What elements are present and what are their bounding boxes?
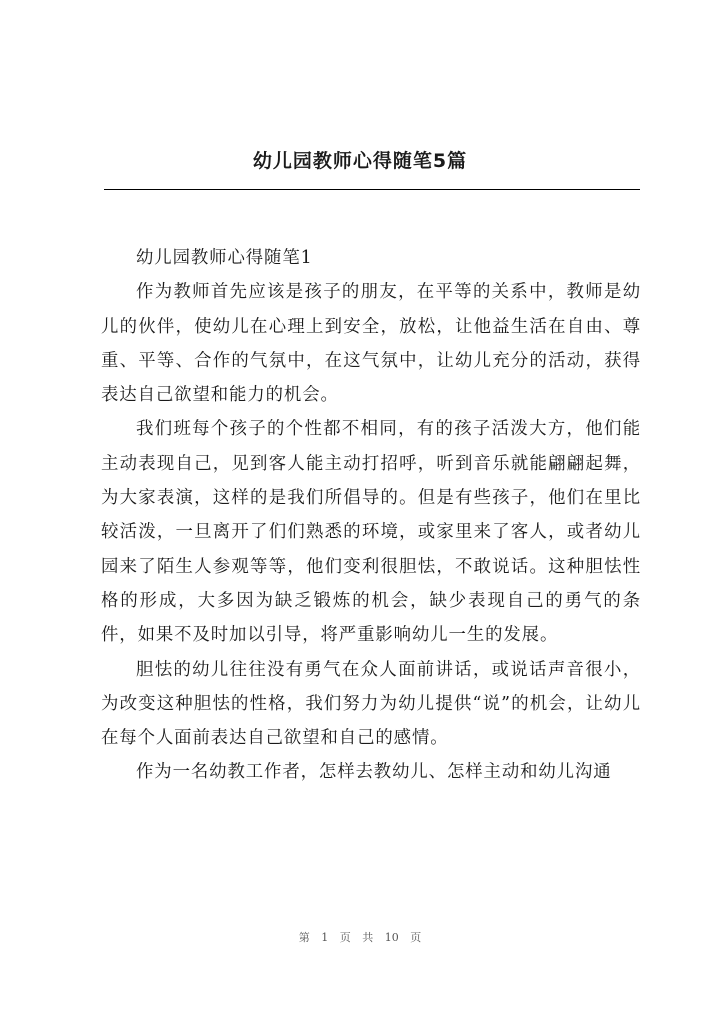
section-heading: 幼儿园教师心得随笔1 (136, 248, 313, 268)
page-number-footer: 第 1 页 共 10 页 (298, 931, 422, 944)
paragraph: 作为一名幼教工作者，怎样去教幼儿、怎样主动和幼儿沟通 (136, 762, 612, 783)
paragraph: 作为教师首先应该是孩子的朋友，在平等的关系中，教师是幼儿的伙伴，使幼儿在心理上到安全，放松，让他益生活在自由、尊重、平等、合作的气氛中，在这气氛中，让幼儿充分的活动，获得表达自己欲望和能力的机会。 (101, 282, 641, 406)
document-body (101, 241, 641, 790)
paragraph: 我们班每个孩子的个性都不相同，有的孩子活泼大方，他们能主动表现自己，见到客人能主动打招呼，听到音乐就能翩翩起舞，为大家表演，这样的是我们所倡导的。但是有些孩子，他们在里比较活泼，一旦离开了们们熟悉的环境，或家里来了客人，或者幼儿园来了陌生人参观等等，他们变利很胆怯，不敢说话。这种胆怯性格的形成，大多因为缺乏锻炼的机会，缺少表现自己的勇气的条件，如果不及时加以引导，将严重影响幼儿一生的发展。 (101, 419, 641, 646)
document-title: 幼儿园教师心得随笔5篇 (252, 150, 468, 172)
paragraph: 胆怯的幼儿往往没有勇气在众人面前讲话，或说话声音很小，为改变这种胆怯的性格，我们努力为幼儿提供“说”的机会，让幼儿在每个人面前表达自己欲望和自己的感情。 (101, 659, 641, 749)
title-divider (104, 189, 640, 190)
